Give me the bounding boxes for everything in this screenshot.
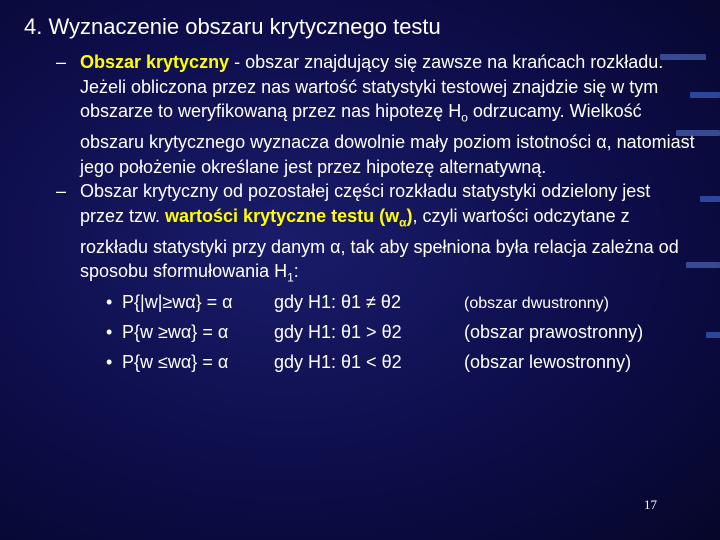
term-highlight: Obszar krytyczny — [80, 52, 230, 72]
formula-condition: gdy H1: θ1 > θ2 — [274, 322, 402, 343]
term-highlight: ) — [406, 205, 413, 226]
formula-row — [56, 290, 696, 320]
formula-row — [56, 320, 696, 350]
dash-marker: – — [56, 52, 67, 72]
dash-marker: – — [56, 181, 67, 202]
slide-content — [56, 50, 696, 380]
item-text: - obszar znajdujący się zawsze na krańcach rozkładu. Jeżeli obliczona przez nas wartość statystyki testowej znajdzie się w tym obszarze to weryfikowaną przez nas hipotezę H — [80, 52, 664, 121]
list-item — [56, 179, 696, 290]
term-highlight: wartości krytyczne testu (w — [165, 205, 400, 226]
formula-expression: P{w ≥wα} = α — [122, 322, 229, 343]
formula-condition: gdy H1: θ1 ≠ θ2 — [274, 292, 401, 313]
item-text: Obszar krytyczny od pozostałej części rozkładu statystyki odzielony jest przez tzw. — [80, 181, 651, 226]
formula-row — [56, 350, 696, 380]
formula-note: (obszar dwustronny) — [464, 295, 609, 313]
subscript: o — [461, 110, 468, 125]
formula-note: (obszar lewostronny) — [464, 352, 632, 373]
formula-expression: P{|w|≥wα} = α — [122, 292, 233, 313]
formula-condition: gdy H1: θ1 < θ2 — [274, 352, 402, 373]
bullet-marker: • — [106, 292, 113, 313]
bullet-marker: • — [106, 322, 113, 343]
item-text: odrzucamy. Wielkość obszaru krytycznego wyznacza dowolnie mały poziom istotności α, natomiast jego położenie określane jest przez hipotezę alternatywną. — [80, 101, 695, 177]
page-number: 17 — [644, 497, 657, 512]
list-item — [56, 50, 696, 179]
formula-note: (obszar prawostronny) — [464, 322, 644, 343]
item-text: : — [293, 261, 299, 282]
decorative-bar — [706, 332, 720, 338]
item-text: , czyli wartości odczytane z rozkładu statystyki przy danym α, tak aby spełniona była relacja zależna od sposobu sformułowania H — [80, 205, 679, 282]
bullet-marker: • — [106, 352, 113, 373]
slide-title: 4. Wyznaczenie obszaru krytycznego testu — [24, 14, 441, 39]
decorative-bar — [700, 196, 720, 202]
subscript: α — [399, 215, 407, 230]
formula-expression: P{w ≤wα} = α — [122, 352, 229, 373]
subscript: 1 — [287, 270, 294, 285]
